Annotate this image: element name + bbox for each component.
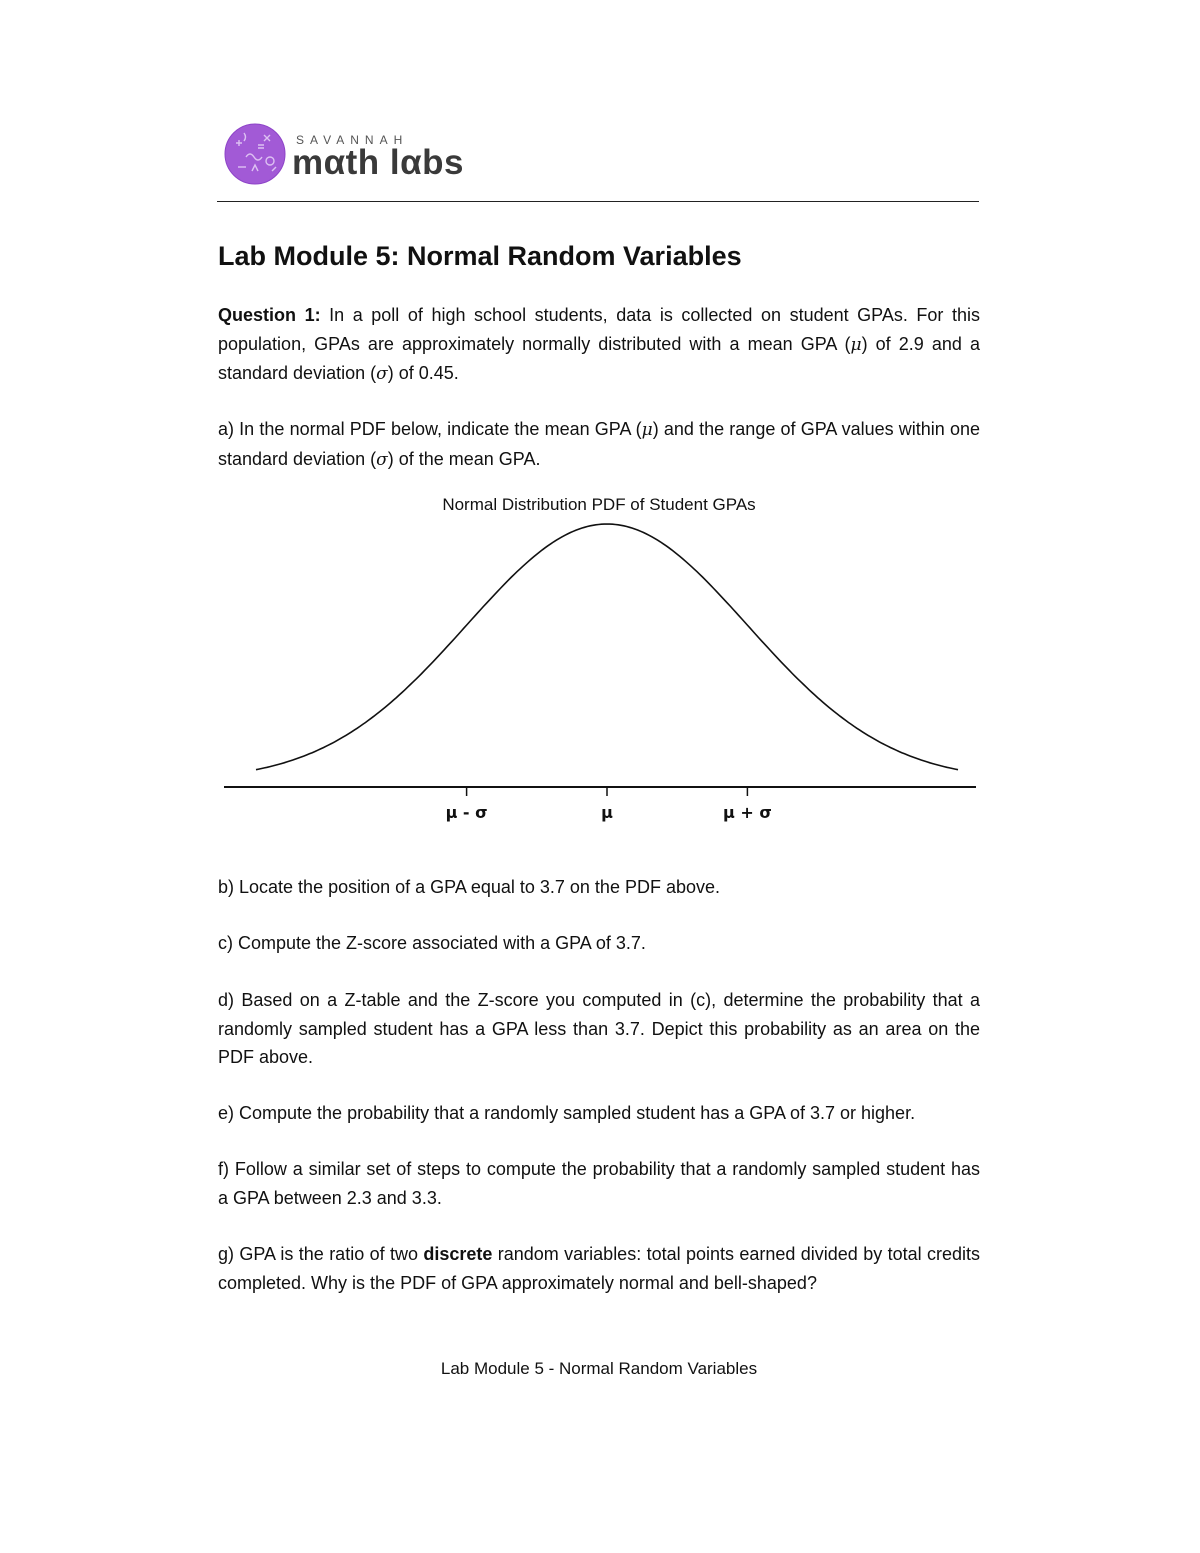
mu-symbol: μ xyxy=(641,420,653,440)
logo-main-text: mαth lαbs xyxy=(292,143,464,182)
question-1-text-3: ) of 0.45. xyxy=(387,363,459,383)
x-ticks xyxy=(446,787,772,822)
mu-symbol: μ xyxy=(850,334,862,355)
page-title: Lab Module 5: Normal Random Variables xyxy=(218,241,742,271)
x-tick-label: μ + σ xyxy=(723,803,772,822)
part-d: d) Based on a Z-table and the Z-score you computed in (c), determine the probability that a randomly sampled student has a GPA less than 3.7. Depict this probability as an area on the PDF above. xyxy=(218,990,980,1067)
part-b: b) Locate the position of a GPA equal to 3.7 on the PDF above. xyxy=(218,877,720,897)
part-g-bold: discrete xyxy=(423,1244,493,1264)
sigma-symbol: σ xyxy=(376,364,388,384)
page-footer: Lab Module 5 - Normal Random Variables xyxy=(440,1359,758,1378)
sigma-symbol: σ xyxy=(376,449,388,470)
x-tick-label: μ xyxy=(601,803,613,822)
part-g-text-2: random variables: total points earned divided by total credits completed. Why is the PDF of GPA approximately normal and bell-shaped? xyxy=(218,1244,980,1293)
logo-small-text: SAVANNAH xyxy=(296,133,409,147)
question-1-text-2: ) of 2.9 and a standard deviation ( xyxy=(218,333,981,383)
part-c: c) Compute the Z-score associated with a GPA of 3.7. xyxy=(218,933,646,953)
part-g xyxy=(218,1240,980,1297)
part-g-text-1: g) GPA is the ratio of two xyxy=(218,1244,424,1264)
pdf-curve xyxy=(256,524,958,770)
chart-title: Normal Distribution PDF of Student GPAs xyxy=(442,495,756,514)
question-1-label: Question 1: xyxy=(218,305,321,325)
x-tick-label: μ - σ xyxy=(445,803,488,822)
part-f: f) Follow a similar set of steps to compute the probability that a randomly sampled student has a GPA between 2.3 and 3.3. xyxy=(218,1159,980,1208)
question-1-text-1: In a poll of high school students, data is collected on student GPAs. For this population, GPAs are approximately normally distributed with a mean GPA ( xyxy=(218,305,980,354)
part-a-text-3: ) of the mean GPA. xyxy=(387,448,541,469)
part-e: e) Compute the probability that a randomly sampled student has a GPA of 3.7 or higher. xyxy=(218,1103,916,1123)
part-a-text-1: a) In the normal PDF below, indicate the mean GPA ( xyxy=(218,419,642,439)
part-a-text-2: ) and the range of GPA values within one standard deviation ( xyxy=(218,419,981,469)
